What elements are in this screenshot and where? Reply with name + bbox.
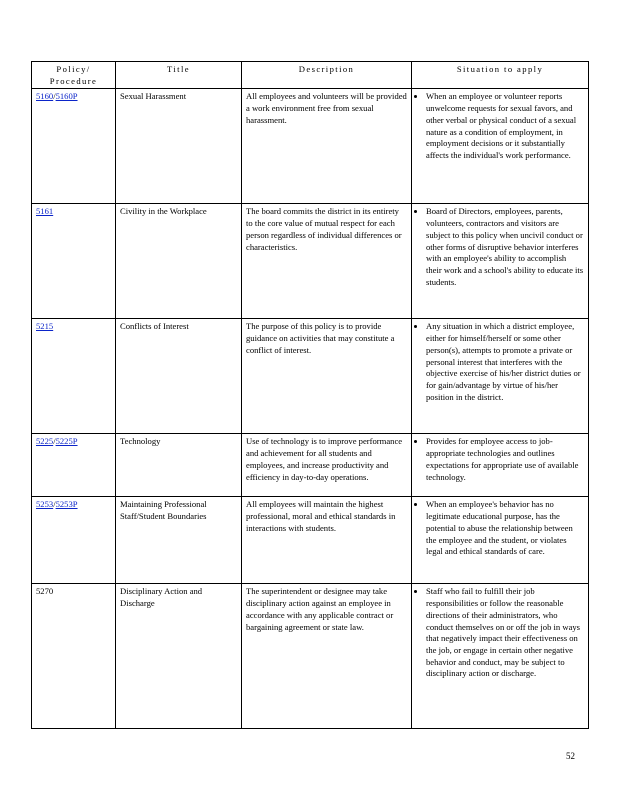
policy-cell [32,319,116,434]
table-row [32,434,589,497]
policy-cell: 5160/5160P [32,89,116,204]
situation-text: • When an employee or volunteer reports unwelcome requests for sexual favors, and other verbal or physical conduct of a sexual nature as a condition of employment, in employment decisions or it substantially affects the individual's work performance. [426,91,584,161]
situation-text: • Provides for employee access to job-appropriate technologies and outlines expectations for appropriate use of available technology. [426,436,584,483]
situation-cell [412,497,589,584]
policy-cell: 5253/5253P [32,497,116,584]
header-policy: Policy/ Procedure [32,62,116,89]
description-cell: Use of technology is to improve performance and achievement for all students and employees, and increase productivity and efficiency in day-to-day operations. [242,434,412,497]
procedure-link[interactable]: 5253P [55,499,78,510]
procedure-link[interactable]: 5160P [55,91,78,102]
description-cell: All employees and volunteers will be provided a work environment free from sexual harassment. [242,89,412,204]
description-cell: The superintendent or designee may take disciplinary action against an employee in accordance with any applicable contract or bargaining agreement or state law. [242,584,412,729]
page-number: 52 [566,751,575,761]
situation-cell [412,319,589,434]
procedure-link[interactable]: 5225P [55,436,78,447]
table-row [32,89,589,204]
table-row [32,319,589,434]
situation-cell [412,434,589,497]
policy-link[interactable]: 5215 [36,321,54,332]
situation-text: • Staff who fail to fulfill their job responsibilities or follow the reasonable directions of their administrators, who conduct themselves on or off the job in ways that negatively impact their effectiveness on the job, or engage in certain other negative behavior and conduct, may be subject to disciplinary action or discharge. [426,586,584,680]
description-cell: The board commits the district in its entirety to the core value of mutual respect for each person regardless of individual differences or characteristics. [242,204,412,319]
policy-table [31,61,589,729]
situation-text: • Board of Directors, employees, parents, volunteers, contractors and visitors are subject to this policy when uncivil conduct or other forms of disruptive behavior interferes with an employee's ability to accomplish their work and a school's ability to educate its students. [426,206,584,288]
header-title: Title [116,62,242,89]
title-cell: Maintaining Professional Staff/Student Boundaries [116,497,242,584]
table-row [32,497,589,584]
table-row [32,204,589,319]
situation-text: • Any situation in which a district employee, either for himself/herself or some other person(s), attempts to promote a private or personal interest that interferes with the objective exercise of his/her district duties or for gain/advantage by virtue of his/her position in the district. [426,321,584,403]
title-cell: Disciplinary Action and Discharge [116,584,242,729]
situation-cell [412,584,589,729]
situation-cell [412,204,589,319]
header-situation: Situation to apply [412,62,589,89]
description-cell: All employees will maintain the highest professional, moral and ethical standards in interactions with students. [242,497,412,584]
title-cell: Conflicts of Interest [116,319,242,434]
policy-link[interactable]: 5225 [36,436,54,447]
policy-link[interactable]: 5160 [36,91,54,102]
policy-cell: 5270 [32,584,116,729]
situation-cell [412,89,589,204]
situation-text: • When an employee's behavior has no legitimate educational purpose, has the potential to abuse the relationship between the employee and the student, or violates legal and ethical standards of care. [426,499,584,558]
table-header-row [32,62,589,89]
title-cell: Sexual Harassment [116,89,242,204]
title-cell: Technology [116,434,242,497]
description-cell: The purpose of this policy is to provide guidance on activities that may constitute a conflict of interest. [242,319,412,434]
header-description: Description [242,62,412,89]
policy-cell [32,204,116,319]
table-row [32,584,589,729]
policy-link[interactable]: 5253 [36,499,54,510]
policy-link[interactable]: 5161 [36,206,54,217]
policy-cell: 5225/5225P [32,434,116,497]
title-cell: Civility in the Workplace [116,204,242,319]
